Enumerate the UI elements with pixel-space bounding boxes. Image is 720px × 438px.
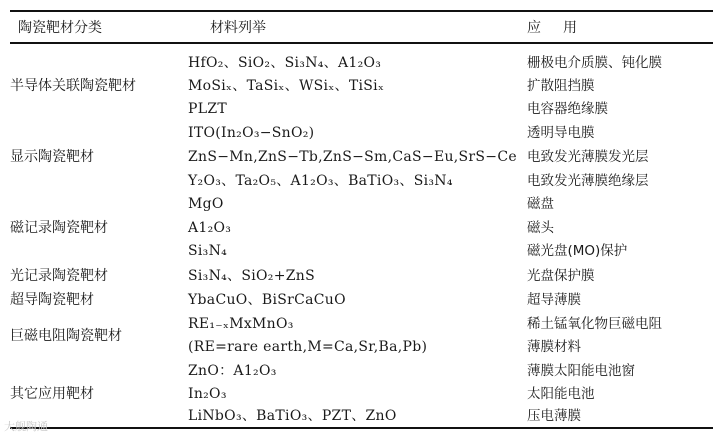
- category-gmr: 巨磁电阻陶瓷靶材: [10, 328, 122, 344]
- application-cell: 薄膜太阳能电池窗: [527, 363, 635, 379]
- header-materials: 材料列举: [210, 20, 266, 36]
- table-row: [10, 75, 713, 97]
- table-row: [10, 146, 713, 168]
- material-cell: HfO₂、SiO₂、Si₃N₄、A1₂O₃: [188, 55, 382, 71]
- material-cell: ITO(In₂O₃−SnO₂): [188, 125, 315, 141]
- application-cell: 薄膜材料: [527, 339, 581, 355]
- category-superconducting: 超导陶瓷靶材: [10, 292, 94, 308]
- application-cell: 太阳能电池: [527, 386, 595, 402]
- table-row: [10, 383, 713, 405]
- table-row: [10, 170, 713, 192]
- table-row: [10, 265, 713, 287]
- application-cell: 磁光盘(MO)保护: [527, 243, 628, 259]
- materials-table: [10, 0, 713, 438]
- material-cell: PLZT: [188, 101, 227, 117]
- application-cell: 栅极电介质膜、钝化膜: [527, 55, 662, 71]
- category-magnetic-recording: 磁记录陶瓷靶材: [10, 220, 108, 236]
- material-cell: LiNbO₃、BaTiO₃、PZT、ZnO: [188, 408, 397, 424]
- application-cell: 稀土锰氧化物巨磁电阻: [527, 316, 662, 332]
- material-cell: A1₂O₃: [188, 220, 232, 236]
- category-display: 显示陶瓷靶材: [10, 149, 94, 165]
- category-other: 其它应用靶材: [10, 386, 94, 402]
- material-cell: In₂O₃: [188, 386, 227, 402]
- application-cell: 磁头: [527, 220, 554, 236]
- header-rule: [10, 42, 713, 44]
- bottom-rule: [10, 427, 713, 429]
- category-semiconductor: 半导体关联陶瓷靶材: [10, 78, 136, 94]
- table-row: [10, 193, 713, 215]
- material-cell: ZnS−Mn,ZnS−Tb,ZnS−Sm,CaS−Eu,SrS−Ce: [188, 149, 517, 165]
- application-cell: 电致发光薄膜绝缘层: [527, 173, 649, 189]
- material-cell: Y₂O₃、Ta₂O₅、A1₂O₃、BaTiO₃、Si₃N₄: [188, 173, 453, 189]
- material-cell: MoSiₓ、TaSiₓ、WSiₓ、TiSiₓ: [188, 78, 385, 94]
- application-cell: 超导薄膜: [527, 292, 581, 308]
- table-row: [10, 98, 713, 120]
- material-cell: ZnO：A1₂O₃: [188, 363, 277, 379]
- application-cell: 电容器绝缘膜: [527, 101, 608, 117]
- material-cell: (RE=rare earth,M=Ca,Sr,Ba,Pb): [188, 339, 428, 355]
- table-row: [10, 52, 713, 74]
- table-row: [10, 336, 713, 358]
- material-cell: RE₁₋ₓMxMnO₃: [188, 316, 294, 332]
- category-optical-recording: 光记录陶瓷靶材: [10, 268, 108, 284]
- material-cell: Si₃N₄: [188, 243, 228, 259]
- application-cell: 磁盘: [527, 196, 554, 212]
- header-category: 陶瓷靶材分类: [18, 20, 102, 36]
- watermark: 大舰陶通: [4, 420, 48, 433]
- table-row: [10, 217, 713, 239]
- table-row: [10, 240, 713, 262]
- application-cell: 扩散阻挡膜: [527, 78, 595, 94]
- table-row: [10, 313, 713, 335]
- material-cell: YbaCuO、BiSrCaCuO: [188, 292, 346, 308]
- table-row: [10, 122, 713, 144]
- application-cell: 电致发光薄膜发光层: [527, 149, 649, 165]
- application-cell: 透明导电膜: [527, 125, 595, 141]
- application-cell: 光盘保护膜: [527, 268, 595, 284]
- table-row: [10, 405, 713, 427]
- header-application: 应用: [527, 20, 599, 36]
- material-cell: Si₃N₄、SiO₂+ZnS: [188, 268, 315, 284]
- material-cell: MgO: [188, 196, 224, 212]
- top-rule: [10, 10, 713, 12]
- table-row: [10, 289, 713, 311]
- application-cell: 压电薄膜: [527, 408, 581, 424]
- table-row: [10, 360, 713, 382]
